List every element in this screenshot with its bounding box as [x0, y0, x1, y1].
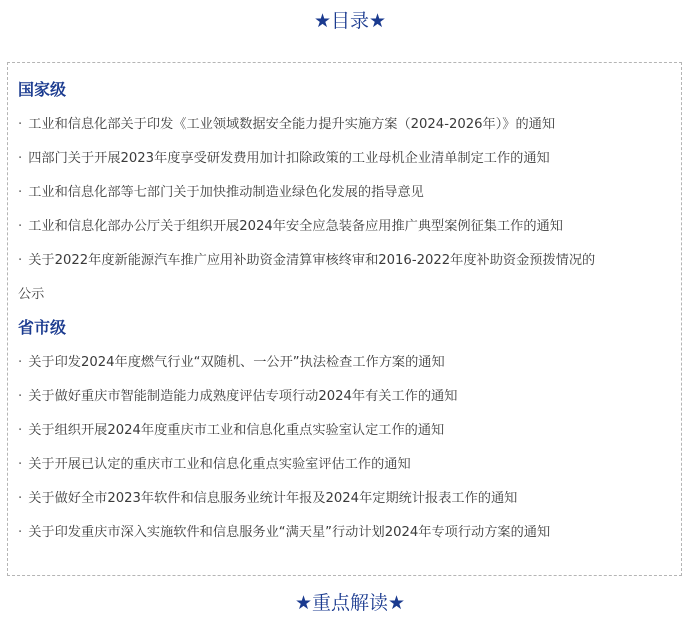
list-item-text: 关于印发2024年度燃气行业“双随机、一公开”执法检查工作方案的通知: [28, 355, 445, 370]
list-item[interactable]: [18, 176, 678, 210]
list-item-text: 关于印发重庆市深入实施软件和信息服务业“满天星”行动计划2024年专项行动方案的通知: [28, 525, 551, 540]
bullet: ·: [18, 253, 23, 268]
bullet: ·: [18, 491, 23, 506]
list-item[interactable]: [18, 108, 678, 142]
list-item[interactable]: [18, 482, 678, 516]
bullet: ·: [18, 151, 23, 166]
bullet: ·: [18, 117, 23, 132]
list-item[interactable]: [18, 380, 678, 414]
list-item[interactable]: [18, 142, 678, 176]
list-item-text: 关于开展已认定的重庆市工业和信息化重点实验室评估工作的通知: [28, 457, 411, 472]
catalog-heading: ★目录★: [313, 10, 387, 32]
section-title-national: 国家级: [18, 80, 67, 99]
list-item-text: 关于2022年度新能源汽车推广应用补助资金清算审核终审和2016-2022年度补助资金预拨情况的: [28, 253, 596, 268]
list-item-text: 关于做好重庆市智能制造能力成熟度评估专项行动2024年有关工作的通知: [28, 389, 458, 404]
bullet: ·: [18, 389, 23, 404]
section-title-provincial: 省市级: [18, 318, 67, 337]
list-item[interactable]: [18, 414, 678, 448]
key-interpretation-heading: ★重点解读★: [294, 592, 406, 614]
bullet: ·: [18, 219, 23, 234]
bullet: ·: [18, 423, 23, 438]
list-item[interactable]: [18, 244, 678, 278]
list-item-text: 工业和信息化部关于印发《工业领域数据安全能力提升实施方案（2024-2026年）》的通知: [28, 117, 556, 132]
list-item-text: 四部门关于开展2023年度享受研发费用加计扣除政策的工业母机企业清单制定工作的通知: [28, 151, 550, 166]
list-item-text: 工业和信息化部等七部门关于加快推动制造业绿色化发展的指导意见: [28, 185, 424, 200]
list-item-text: 工业和信息化部办公厅关于组织开展2024年安全应急装备应用推广典型案例征集工作的通知: [28, 219, 563, 234]
list-item-continuation[interactable]: [18, 278, 678, 312]
bullet: ·: [18, 355, 23, 370]
list-item-text: 关于组织开展2024年度重庆市工业和信息化重点实验室认定工作的通知: [28, 423, 445, 438]
bullet: ·: [18, 525, 23, 540]
list-item[interactable]: [18, 346, 678, 380]
bullet: ·: [18, 457, 23, 472]
list-item[interactable]: [18, 448, 678, 482]
bullet: ·: [18, 185, 23, 200]
list-item-text: 关于做好全市2023年软件和信息服务业统计年报及2024年定期统计报表工作的通知: [28, 491, 518, 506]
list-item-text: 公示: [18, 287, 45, 302]
list-item[interactable]: [18, 516, 678, 550]
list-item[interactable]: [18, 210, 678, 244]
